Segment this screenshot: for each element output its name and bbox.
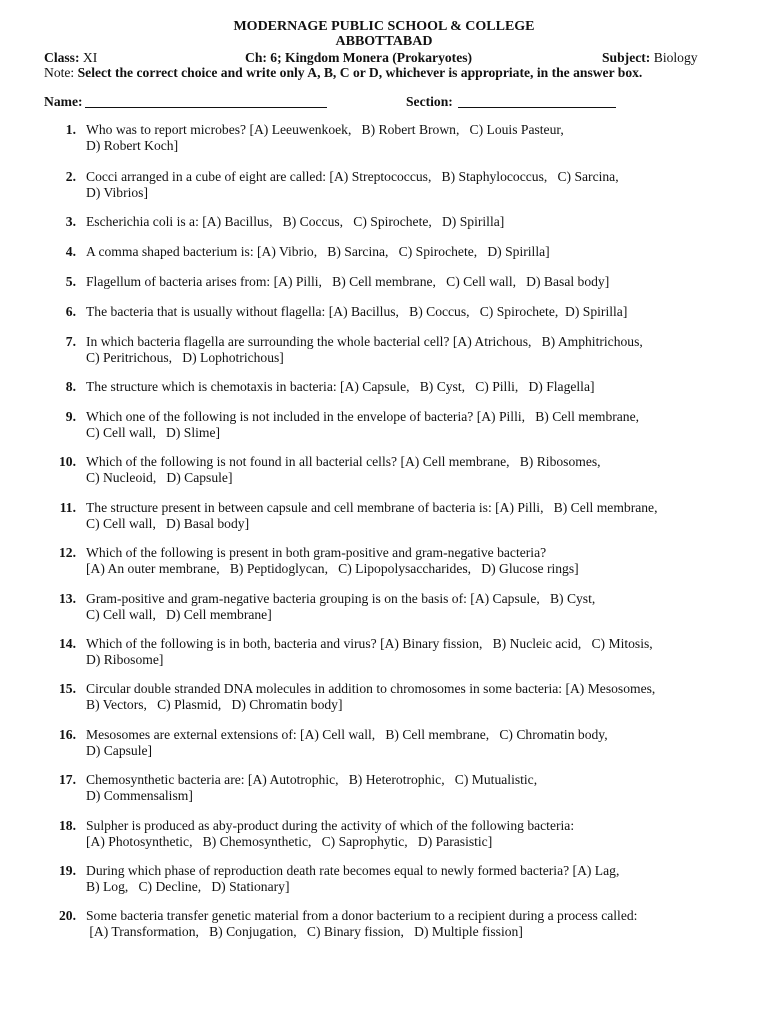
question-number: 6.	[65, 304, 76, 319]
question-number: 3.	[65, 214, 76, 229]
question-number: 18.	[59, 818, 76, 833]
question-line: Which one of the following is not included in the envelope of bacteria? [A) Pilli, B) Cell membrane,	[86, 409, 640, 424]
question-line: Flagellum of bacteria arises from: [A) Pilli, B) Cell membrane, C) Cell wall, D) Basal body]	[86, 274, 610, 289]
question-line: [A) An outer membrane, B) Peptidoglycan, C) Lipopolysaccharides, D) Glucose rings]	[86, 560, 579, 576]
question-text	[86, 681, 736, 712]
question-line: D) Commensalism]	[86, 787, 193, 803]
name-field-line[interactable]	[85, 107, 327, 108]
class-value: XI	[82, 50, 98, 65]
instructions-note	[44, 65, 734, 81]
name-label: Name:	[44, 94, 83, 109]
question-line: Which of the following is not found in all bacterial cells? [A) Cell membrane, B) Ribosomes,	[86, 454, 601, 469]
question-line: The bacteria that is usually without flagella: [A) Bacillus, B) Coccus, C) Spirochete, D) Spirilla]	[86, 304, 628, 319]
question-number: 7.	[65, 334, 76, 349]
question-number: 1.	[65, 122, 76, 137]
question-text	[86, 454, 736, 485]
question-text	[86, 591, 736, 622]
question-number: 15.	[59, 681, 76, 696]
question-line: D) Capsule]	[86, 742, 153, 758]
question-number: 10.	[59, 454, 76, 469]
question-number: 17.	[59, 772, 76, 787]
question-line: B) Vectors, C) Plasmid, D) Chromatin body]	[86, 696, 343, 712]
question-line: B) Log, C) Decline, D) Stationary]	[86, 878, 290, 894]
question-number: 5.	[65, 274, 76, 289]
question-line: Mesosomes are external extensions of: [A) Cell wall, B) Cell membrane, C) Chromatin body,	[86, 727, 608, 742]
question-line: [A) Photosynthetic, B) Chemosynthetic, C) Saprophytic, D) Parasistic]	[86, 833, 493, 849]
question-number: 14.	[59, 636, 76, 651]
question-text	[86, 122, 736, 153]
question-line: Circular double stranded DNA molecules in addition to chromosomes in some bacteria: [A) Mesosomes,	[86, 681, 656, 696]
question-text	[86, 409, 736, 440]
subject-label: Subject:	[602, 50, 651, 65]
question-number: 13.	[59, 591, 76, 606]
question-text	[86, 379, 736, 395]
question-text	[86, 636, 736, 667]
question-number: 20.	[59, 908, 76, 923]
student-info-row	[44, 94, 664, 110]
question-number: 16.	[59, 727, 76, 742]
question-number: 19.	[59, 863, 76, 878]
question-text	[86, 334, 736, 365]
question-line: C) Cell wall, D) Basal body]	[86, 515, 250, 531]
question-number: 2.	[65, 169, 76, 184]
question-line: The structure present in between capsule and cell membrane of bacteria is: [A) Pilli, B) Cell membrane,	[86, 500, 658, 515]
question-number: 4.	[65, 244, 76, 259]
question-text	[86, 274, 736, 290]
subject-value: Biology	[653, 50, 698, 65]
question-text	[86, 500, 736, 531]
question-line: D) Ribosome]	[86, 651, 164, 667]
question-number: 9.	[65, 409, 76, 424]
question-line: D) Vibrios]	[86, 184, 148, 200]
question-text	[86, 545, 736, 576]
school-name: MODERNAGE PUBLIC SCHOOL & COLLEGE	[233, 19, 535, 34]
question-line: C) Peritrichous, D) Lophotrichous]	[86, 349, 284, 365]
question-line: During which phase of reproduction death rate becomes equal to newly formed bacteria? [A) Lag,	[86, 863, 620, 878]
question-text	[86, 304, 736, 320]
question-line: C) Cell wall, D) Cell membrane]	[86, 606, 272, 622]
question-text	[86, 908, 736, 939]
question-line: D) Robert Koch]	[86, 137, 179, 153]
question-number: 12.	[59, 545, 76, 560]
question-line: [A) Transformation, B) Conjugation, C) Binary fission, D) Multiple fission]	[86, 923, 523, 939]
question-line: C) Nucleoid, D) Capsule]	[86, 469, 233, 485]
question-line: Chemosynthetic bacteria are: [A) Autotrophic, B) Heterotrophic, C) Mutualistic,	[86, 772, 538, 787]
section-label: Section:	[406, 94, 453, 109]
question-line: Which of the following is present in both gram-positive and gram-negative bacteria?	[86, 545, 547, 560]
subject-info	[602, 50, 698, 66]
question-line: Which of the following is in both, bacteria and virus? [A) Binary fission, B) Nucleic acid, C) Mitosis,	[86, 636, 653, 651]
question-number: 11.	[59, 500, 76, 515]
question-line: Escherichia coli is a: [A) Bacillus, B) Coccus, C) Spirochete, D) Spirilla]	[86, 214, 505, 229]
class-info	[44, 50, 97, 66]
question-line: In which bacteria flagella are surrounding the whole bacterial cell? [A) Atrichous, B) Amphitrichous,	[86, 334, 643, 349]
question-text	[86, 772, 736, 803]
question-line: C) Cell wall, D) Slime]	[86, 424, 221, 440]
question-text	[86, 169, 736, 200]
question-text	[86, 818, 736, 849]
question-text	[86, 863, 736, 894]
school-city: ABBOTTABAD	[335, 34, 433, 49]
question-line: Cocci arranged in a cube of eight are called: [A) Streptococcus, B) Staphylococcus, C) Sarcina,	[86, 169, 619, 184]
note-label: Note:	[44, 65, 75, 80]
question-number: 8.	[65, 379, 76, 394]
question-line: A comma shaped bacterium is: [A) Vibrio, B) Sarcina, C) Spirochete, D) Spirilla]	[86, 244, 550, 259]
question-line: Gram-positive and gram-negative bacteria grouping is on the basis of: [A) Capsule, B) Cyst,	[86, 591, 596, 606]
note-text: Select the correct choice and write only A, B, C or D, whichever is appropriate, in the answer box.	[77, 65, 643, 80]
question-text	[86, 214, 736, 230]
question-line: The structure which is chemotaxis in bacteria: [A) Capsule, B) Cyst, C) Pilli, D) Flagella]	[86, 379, 595, 394]
question-line: Some bacteria transfer genetic material from a donor bacterium to a recipient during a process called:	[86, 908, 638, 923]
class-label: Class:	[44, 50, 80, 65]
question-line: Who was to report microbes? [A) Leeuwenkoek, B) Robert Brown, C) Louis Pasteur,	[86, 122, 564, 137]
meta-row	[44, 50, 714, 66]
chapter-title: Ch: 6; Kingdom Monera (Prokaryotes)	[245, 50, 473, 65]
question-text	[86, 727, 736, 758]
question-line: Sulpher is produced as aby-product during the activity of which of the following bacteria:	[86, 818, 575, 833]
question-text	[86, 244, 736, 260]
section-field-line[interactable]	[458, 107, 616, 108]
